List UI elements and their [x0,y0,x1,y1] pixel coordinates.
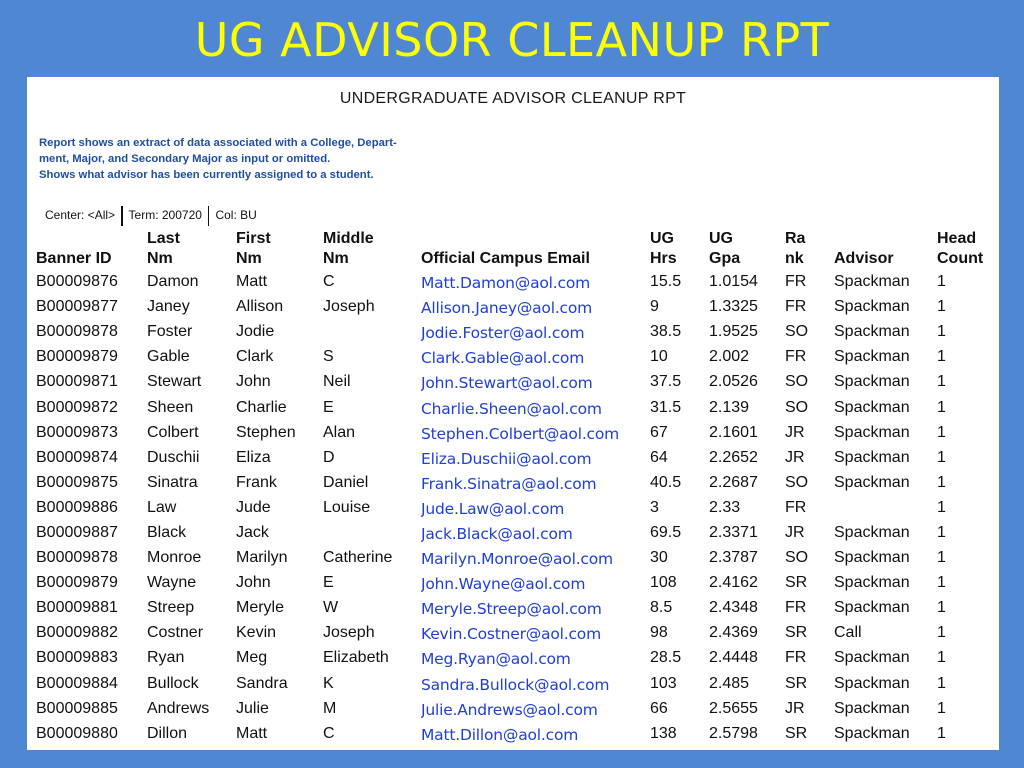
cell-last-name: Wayne [147,574,197,592]
column-header-line [36,229,147,249]
cell-last-name: Stewart [147,373,202,391]
param-center: Center: <All> [45,208,116,222]
description-line: Shows what advisor has been currently assigned to a student. [39,169,374,181]
cell-banner-id: B00009872 [36,398,118,416]
cell-ug-gpa: 2.139 [709,398,750,416]
cell-head-count: 1 [937,423,946,441]
cell-last-name: Black [147,523,187,541]
cell-head-count: 1 [937,649,946,667]
cell-middle-name [323,520,421,545]
cell-banner-id: B00009886 [36,498,118,516]
cell-email[interactable]: Eliza.Duschii@aol.com [421,449,592,468]
cell-rank: JR [785,699,805,717]
cell-advisor: Spackman [834,323,910,341]
column-header-advisor [834,225,937,269]
cell-ug-gpa: 2.485 [709,674,750,692]
cell-first-name: Allison [236,298,284,316]
cell-first-name: Charlie [236,398,287,416]
cell-email[interactable]: John.Stewart@aol.com [421,374,593,393]
table-row [36,369,995,394]
cell-first-name: Kevin [236,624,277,642]
cell-ug-gpa: 2.5798 [709,724,758,742]
cell-email[interactable]: Jodie.Foster@aol.com [421,324,585,343]
column-header-line: Middle [323,230,374,247]
cell-ug-gpa: 2.33 [709,498,741,516]
cell-rank: SR [785,574,808,592]
cell-last-name: Streep [147,599,195,617]
cell-ug-gpa: 2.0526 [709,373,758,391]
cell-advisor: Spackman [834,549,910,567]
cell-email[interactable]: Marilyn.Monroe@aol.com [421,550,613,569]
cell-ug-gpa: 2.2687 [709,473,758,491]
column-header-line: Last [147,230,180,247]
cell-ug-gpa: 2.2652 [709,448,758,466]
cell-banner-id: B00009874 [36,448,118,466]
cell-rank: SR [785,674,808,692]
cell-head-count: 1 [937,373,946,391]
cell-advisor: Spackman [834,273,910,291]
cell-banner-id: B00009885 [36,699,118,717]
cell-middle-name: C [323,724,335,742]
param-col: Col: BU [215,208,257,222]
cell-banner-id: B00009871 [36,373,118,391]
cell-head-count: 1 [937,574,946,592]
cell-email[interactable]: Jack.Black@aol.com [421,524,573,543]
cell-first-name: Stephen [236,423,296,441]
table-row [36,470,995,495]
cell-banner-id: B00009881 [36,599,118,617]
table-row [36,671,995,696]
cell-last-name: Sheen [147,398,194,416]
description-line: Report shows an extract of data associated with a College, Depart- [39,137,397,149]
cell-advisor: Spackman [834,724,910,742]
cell-middle-name: W [323,599,339,617]
cell-ug-hours: 67 [650,423,668,441]
cell-advisor [834,495,937,520]
cell-last-name: Gable [147,348,190,366]
cell-ug-gpa: 2.4162 [709,574,758,592]
table-row [36,319,995,344]
cell-rank: FR [785,298,807,316]
cell-ug-hours: 69.5 [650,523,682,541]
cell-first-name: Julie [236,699,269,717]
column-header-head-count [937,225,995,269]
cell-middle-name: Daniel [323,473,369,491]
cell-ug-gpa: 1.0154 [709,273,758,291]
column-header-ug-hours [650,225,709,269]
cell-first-name: Meryle [236,599,285,617]
cell-ug-hours: 66 [650,699,668,717]
cell-advisor: Call [834,624,862,642]
table-row [36,520,995,545]
cell-advisor: Spackman [834,348,910,366]
cell-last-name: Ryan [147,649,185,667]
cell-rank: SR [785,624,808,642]
cell-first-name: Marilyn [236,549,288,567]
cell-ug-gpa: 1.9525 [709,323,758,341]
cell-banner-id: B00009877 [36,298,118,316]
column-header-line: Advisor [834,250,894,267]
table-row [36,721,995,746]
cell-email[interactable]: Julie.Andrews@aol.com [421,700,598,719]
cell-ug-hours: 40.5 [650,473,682,491]
cell-head-count: 1 [937,523,946,541]
cell-rank: SO [785,398,809,416]
column-header-banner-id [36,225,147,269]
column-header-line [421,229,650,249]
cell-rank: JR [785,523,805,541]
cell-last-name: Bullock [147,674,199,692]
cell-middle-name: Elizabeth [323,649,389,667]
cell-advisor: Spackman [834,574,910,592]
cell-email[interactable]: Meg.Ryan@aol.com [421,650,571,669]
column-header-line: UG [709,230,733,247]
cell-ug-hours: 37.5 [650,373,682,391]
cell-middle-name: Catherine [323,549,393,567]
cell-ug-hours: 64 [650,448,668,466]
cell-rank: JR [785,423,805,441]
table-row [36,595,995,620]
cell-rank: FR [785,498,807,516]
cell-head-count: 1 [937,498,946,516]
table-row [36,269,995,294]
cell-ug-hours: 15.5 [650,273,682,291]
cell-email[interactable]: Jude.Law@aol.com [421,499,565,518]
cell-banner-id: B00009876 [36,273,118,291]
table-row [36,394,995,419]
cell-middle-name: Alan [323,423,356,441]
column-header-line: Head [937,230,977,247]
cell-rank: SR [785,724,808,742]
cell-middle-name: Louise [323,498,371,516]
cell-banner-id: B00009875 [36,473,118,491]
column-header-line: nk [785,250,804,267]
table-header-row [36,225,995,269]
cell-head-count: 1 [937,298,946,316]
cell-email[interactable]: Stephen.Colbert@aol.com [421,424,620,443]
cell-email[interactable]: Matt.Damon@aol.com [421,274,591,293]
cell-advisor: Spackman [834,423,910,441]
cell-ug-gpa: 2.3787 [709,549,758,567]
cell-ug-gpa: 2.4348 [709,599,758,617]
cell-middle-name: Joseph [323,298,375,316]
cell-banner-id: B00009879 [36,348,118,366]
cell-head-count: 1 [937,473,946,491]
cell-advisor: Spackman [834,448,910,466]
cell-last-name: Janey [147,298,190,316]
cell-head-count: 1 [937,348,946,366]
cell-head-count: 1 [937,398,946,416]
cell-rank: SO [785,473,809,491]
cell-email[interactable]: Meryle.Streep@aol.com [421,600,602,619]
cell-ug-hours: 103 [650,674,677,692]
column-header-middle-name [323,225,421,269]
cell-email[interactable]: Matt.Dillon@aol.com [421,725,579,744]
cell-email[interactable]: Allison.Janey@aol.com [421,299,593,318]
cell-head-count: 1 [937,724,946,742]
cell-first-name: Meg [236,649,268,667]
cell-advisor: Spackman [834,473,910,491]
cell-ug-gpa: 2.3371 [709,523,758,541]
cell-middle-name: Joseph [323,624,375,642]
cell-middle-name: E [323,574,334,592]
cell-first-name: Eliza [236,448,271,466]
advisor-table [36,225,995,746]
cell-banner-id: B00009887 [36,523,118,541]
column-header-line: Nm [236,250,262,267]
report-panel [27,77,999,750]
cell-rank: JR [785,448,805,466]
column-header-ug-gpa [709,225,785,269]
cell-advisor: Spackman [834,649,910,667]
cell-ug-gpa: 2.5655 [709,699,758,717]
cell-ug-hours: 28.5 [650,649,682,667]
cell-last-name: Foster [147,323,193,341]
cell-banner-id: B00009880 [36,724,118,742]
cell-middle-name: S [323,348,334,366]
column-header-line: UG [650,230,674,247]
cell-email[interactable]: Clark.Gable@aol.com [421,349,585,368]
column-header-line: Gpa [709,250,741,267]
report-description [39,135,519,183]
column-header-line: Count [937,250,984,267]
cell-middle-name: E [323,398,334,416]
cell-rank: FR [785,649,807,667]
cell-advisor: Spackman [834,674,910,692]
cell-banner-id: B00009878 [36,549,118,567]
cell-ug-hours: 9 [650,298,659,316]
cell-head-count: 1 [937,273,946,291]
column-header-email [421,225,650,269]
cell-first-name: Matt [236,273,268,291]
cell-ug-gpa: 2.4369 [709,624,758,642]
cell-advisor: Spackman [834,298,910,316]
cell-middle-name: Neil [323,373,351,391]
column-header-line: Ra [785,230,806,247]
cell-ug-gpa: 2.4448 [709,649,758,667]
cell-first-name: John [236,574,271,592]
column-header-line: Banner ID [36,250,112,267]
cell-last-name: Duschii [147,448,200,466]
table-row [36,344,995,369]
column-header-line: Nm [323,250,349,267]
cell-last-name: Andrews [147,699,210,717]
cell-head-count: 1 [937,323,946,341]
cell-first-name: Sandra [236,674,288,692]
cell-last-name: Costner [147,624,204,642]
cell-last-name: Dillon [147,724,188,742]
cell-advisor: Spackman [834,373,910,391]
cell-head-count: 1 [937,549,946,567]
cell-email[interactable]: Charlie.Sheen@aol.com [421,399,602,418]
cell-ug-gpa: 2.002 [709,348,750,366]
param-term: Term: 200720 [128,208,202,222]
table-row [36,696,995,721]
cell-middle-name: K [323,674,334,692]
cell-email[interactable]: Sandra.Bullock@aol.com [421,675,610,694]
cell-first-name: Frank [236,473,277,491]
cell-ug-hours: 30 [650,549,668,567]
cell-first-name: John [236,373,271,391]
cell-advisor: Spackman [834,699,910,717]
slide-title: UG ADVISOR CLEANUP RPT [194,13,830,67]
description-line: ment, Major, and Secondary Major as input or omitted. [39,153,331,165]
cell-head-count: 1 [937,674,946,692]
cell-banner-id: B00009883 [36,649,118,667]
cell-banner-id: B00009879 [36,574,118,592]
cell-email[interactable]: John.Wayne@aol.com [421,575,586,594]
param-divider [208,206,210,226]
column-header-line: Hrs [650,250,677,267]
cell-ug-gpa: 2.1601 [709,423,758,441]
cell-last-name: Sinatra [147,473,198,491]
cell-ug-hours: 31.5 [650,398,682,416]
cell-head-count: 1 [937,448,946,466]
cell-banner-id: B00009884 [36,674,118,692]
cell-rank: SO [785,323,809,341]
cell-ug-hours: 38.5 [650,323,682,341]
cell-middle-name: D [323,448,335,466]
cell-middle-name: M [323,699,337,717]
cell-last-name: Colbert [147,423,199,441]
cell-banner-id: B00009873 [36,423,118,441]
cell-first-name: Clark [236,348,274,366]
cell-advisor: Spackman [834,398,910,416]
column-header-rank [785,225,834,269]
cell-advisor: Spackman [834,523,910,541]
cell-ug-hours: 3 [650,498,659,516]
param-divider [121,206,123,226]
cell-rank: FR [785,273,807,291]
cell-first-name: Matt [236,724,268,742]
table-row [36,570,995,595]
cell-middle-name: C [323,273,335,291]
column-header-line: First [236,230,271,247]
table-body [36,269,995,746]
cell-last-name: Law [147,498,177,516]
table-row [36,445,995,470]
cell-ug-hours: 108 [650,574,677,592]
cell-rank: FR [785,348,807,366]
cell-last-name: Damon [147,273,199,291]
column-header-line: Official Campus Email [421,250,590,267]
cell-head-count: 1 [937,699,946,717]
report-title: UNDERGRADUATE ADVISOR CLEANUP RPT [339,90,687,107]
column-header-line [834,229,937,249]
report-parameters [45,205,257,225]
cell-ug-gpa: 1.3325 [709,298,758,316]
table-row [36,420,995,445]
cell-first-name: Jude [236,498,271,516]
cell-rank: FR [785,599,807,617]
table-row [36,645,995,670]
table-row [36,294,995,319]
table-row [36,495,995,520]
cell-ug-hours: 10 [650,348,668,366]
column-header-last-name [147,225,236,269]
cell-rank: SO [785,549,809,567]
cell-ug-hours: 138 [650,724,677,742]
column-header-line: Nm [147,250,173,267]
cell-email[interactable]: Frank.Sinatra@aol.com [421,474,597,493]
cell-middle-name [323,319,421,344]
cell-ug-hours: 8.5 [650,599,673,617]
cell-advisor: Spackman [834,599,910,617]
cell-banner-id: B00009882 [36,624,118,642]
cell-first-name: Jodie [236,323,275,341]
column-header-first-name [236,225,323,269]
cell-rank: SO [785,373,809,391]
cell-ug-hours: 98 [650,624,668,642]
cell-head-count: 1 [937,599,946,617]
cell-last-name: Monroe [147,549,202,567]
cell-email[interactable]: Kevin.Costner@aol.com [421,625,601,644]
table-row [36,620,995,645]
cell-first-name: Jack [236,523,269,541]
cell-head-count: 1 [937,624,946,642]
cell-banner-id: B00009878 [36,323,118,341]
table-row [36,545,995,570]
